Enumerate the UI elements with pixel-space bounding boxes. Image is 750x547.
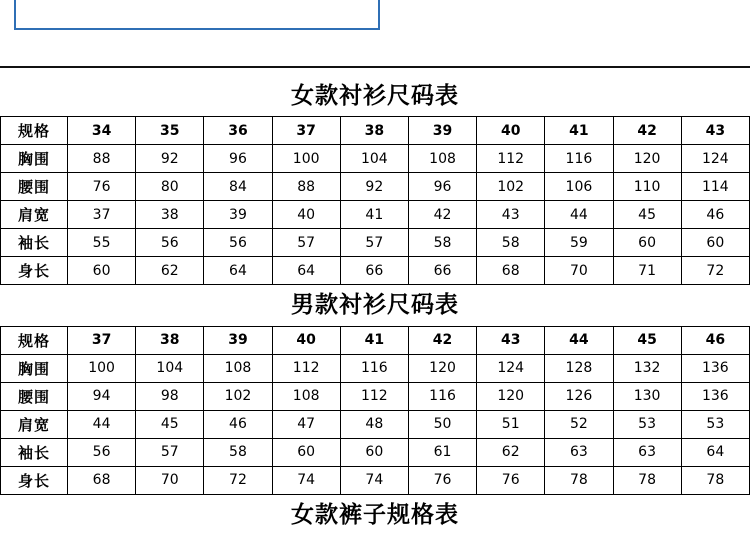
table-cell: 41 xyxy=(545,117,613,145)
row-label: 胸围 xyxy=(1,145,68,173)
row-label: 肩宽 xyxy=(1,410,68,438)
table-cell: 52 xyxy=(545,410,613,438)
table-cell: 58 xyxy=(477,229,545,257)
table-cell: 100 xyxy=(272,145,340,173)
table-cell: 72 xyxy=(204,466,272,494)
table-cell: 58 xyxy=(204,438,272,466)
table-row xyxy=(1,145,750,173)
table-cell: 44 xyxy=(545,326,613,354)
table-cell: 120 xyxy=(408,354,476,382)
table-cell: 37 xyxy=(272,117,340,145)
table-cell: 64 xyxy=(204,257,272,285)
row-label: 规格 xyxy=(1,326,68,354)
table-cell: 53 xyxy=(681,410,749,438)
row-label: 身长 xyxy=(1,466,68,494)
mens-shirt-title: 男款衬衫尺码表 xyxy=(291,292,459,319)
table-cell: 42 xyxy=(408,326,476,354)
table-row xyxy=(1,466,750,494)
table-row xyxy=(1,257,750,285)
table-cell: 96 xyxy=(408,173,476,201)
table-cell: 57 xyxy=(340,229,408,257)
table-cell: 128 xyxy=(545,354,613,382)
table-cell: 64 xyxy=(272,257,340,285)
table-row xyxy=(1,229,750,257)
table-cell: 136 xyxy=(681,382,749,410)
table-row xyxy=(1,354,750,382)
table-cell: 56 xyxy=(68,438,136,466)
table-cell: 38 xyxy=(136,201,204,229)
row-label: 规格 xyxy=(1,117,68,145)
table-cell: 34 xyxy=(68,117,136,145)
product-photo-band xyxy=(0,0,750,68)
table-cell: 39 xyxy=(204,201,272,229)
table-cell: 112 xyxy=(477,145,545,173)
table-cell: 56 xyxy=(204,229,272,257)
mens-shirt-size-section xyxy=(0,285,750,494)
table-cell: 60 xyxy=(272,438,340,466)
table-cell: 61 xyxy=(408,438,476,466)
table-cell: 96 xyxy=(204,145,272,173)
table-cell: 120 xyxy=(613,145,681,173)
table-cell: 36 xyxy=(204,117,272,145)
table-cell: 88 xyxy=(272,173,340,201)
table-cell: 66 xyxy=(340,257,408,285)
table-cell: 56 xyxy=(136,229,204,257)
table-cell: 84 xyxy=(204,173,272,201)
table-row xyxy=(1,438,750,466)
table-row xyxy=(1,326,750,354)
table-cell: 45 xyxy=(136,410,204,438)
table-cell: 41 xyxy=(340,326,408,354)
table-cell: 41 xyxy=(340,201,408,229)
womens-shirt-size-table xyxy=(0,116,750,285)
table-cell: 102 xyxy=(477,173,545,201)
table-cell: 63 xyxy=(613,438,681,466)
table-cell: 39 xyxy=(408,117,476,145)
table-cell: 63 xyxy=(545,438,613,466)
table-cell: 78 xyxy=(681,466,749,494)
table-cell: 68 xyxy=(68,466,136,494)
table-cell: 38 xyxy=(136,326,204,354)
table-cell: 64 xyxy=(681,438,749,466)
table-cell: 48 xyxy=(340,410,408,438)
table-cell: 44 xyxy=(545,201,613,229)
table-cell: 40 xyxy=(477,117,545,145)
table-cell: 108 xyxy=(272,382,340,410)
table-cell: 74 xyxy=(272,466,340,494)
table-cell: 114 xyxy=(681,173,749,201)
row-label: 身长 xyxy=(1,257,68,285)
table-cell: 136 xyxy=(681,354,749,382)
table-cell: 124 xyxy=(477,354,545,382)
row-label: 肩宽 xyxy=(1,201,68,229)
table-cell: 42 xyxy=(408,201,476,229)
row-label: 袖长 xyxy=(1,438,68,466)
table-cell: 116 xyxy=(408,382,476,410)
product-photo-frame xyxy=(14,0,380,30)
table-cell: 76 xyxy=(477,466,545,494)
table-cell: 66 xyxy=(408,257,476,285)
table-cell: 43 xyxy=(681,117,749,145)
table-cell: 126 xyxy=(545,382,613,410)
mens-shirt-size-table xyxy=(0,326,750,495)
table-cell: 43 xyxy=(477,326,545,354)
table-cell: 43 xyxy=(477,201,545,229)
table-cell: 42 xyxy=(613,117,681,145)
table-cell: 60 xyxy=(613,229,681,257)
table-cell: 60 xyxy=(681,229,749,257)
table-cell: 132 xyxy=(613,354,681,382)
table-cell: 92 xyxy=(340,173,408,201)
womens-pants-title: 女款裤子规格表 xyxy=(291,501,459,528)
table-cell: 130 xyxy=(613,382,681,410)
table-cell: 88 xyxy=(68,145,136,173)
table-cell: 53 xyxy=(613,410,681,438)
table-row xyxy=(1,201,750,229)
table-cell: 37 xyxy=(68,201,136,229)
table-cell: 108 xyxy=(408,145,476,173)
table-cell: 58 xyxy=(408,229,476,257)
table-cell: 108 xyxy=(204,354,272,382)
table-cell: 76 xyxy=(68,173,136,201)
table-cell: 62 xyxy=(477,438,545,466)
row-label: 腰围 xyxy=(1,382,68,410)
table-cell: 46 xyxy=(681,326,749,354)
table-cell: 102 xyxy=(204,382,272,410)
table-cell: 104 xyxy=(340,145,408,173)
table-cell: 50 xyxy=(408,410,476,438)
table-cell: 100 xyxy=(68,354,136,382)
table-cell: 92 xyxy=(136,145,204,173)
table-cell: 59 xyxy=(545,229,613,257)
table-row xyxy=(1,410,750,438)
table-cell: 47 xyxy=(272,410,340,438)
table-cell: 106 xyxy=(545,173,613,201)
womens-shirt-title: 女款衬衫尺码表 xyxy=(291,83,459,109)
row-label: 胸围 xyxy=(1,354,68,382)
table-cell: 55 xyxy=(68,229,136,257)
table-row xyxy=(1,173,750,201)
table-cell: 71 xyxy=(613,257,681,285)
table-row xyxy=(1,382,750,410)
row-label: 腰围 xyxy=(1,173,68,201)
table-cell: 51 xyxy=(477,410,545,438)
table-cell: 60 xyxy=(68,257,136,285)
table-cell: 62 xyxy=(136,257,204,285)
table-cell: 78 xyxy=(545,466,613,494)
table-cell: 70 xyxy=(545,257,613,285)
table-cell: 72 xyxy=(681,257,749,285)
table-cell: 46 xyxy=(204,410,272,438)
section-divider xyxy=(0,66,750,68)
table-cell: 94 xyxy=(68,382,136,410)
table-cell: 35 xyxy=(136,117,204,145)
table-cell: 116 xyxy=(340,354,408,382)
table-cell: 60 xyxy=(340,438,408,466)
table-cell: 104 xyxy=(136,354,204,382)
table-cell: 70 xyxy=(136,466,204,494)
table-cell: 39 xyxy=(204,326,272,354)
table-cell: 110 xyxy=(613,173,681,201)
table-cell: 46 xyxy=(681,201,749,229)
table-cell: 57 xyxy=(272,229,340,257)
table-cell: 38 xyxy=(340,117,408,145)
table-cell: 45 xyxy=(613,326,681,354)
table-cell: 112 xyxy=(340,382,408,410)
row-label: 袖长 xyxy=(1,229,68,257)
table-cell: 57 xyxy=(136,438,204,466)
table-cell: 44 xyxy=(68,410,136,438)
table-cell: 98 xyxy=(136,382,204,410)
table-cell: 116 xyxy=(545,145,613,173)
table-cell: 112 xyxy=(272,354,340,382)
table-row xyxy=(1,117,750,145)
table-cell: 80 xyxy=(136,173,204,201)
table-cell: 40 xyxy=(272,326,340,354)
table-cell: 37 xyxy=(68,326,136,354)
table-cell: 124 xyxy=(681,145,749,173)
table-cell: 120 xyxy=(477,382,545,410)
table-cell: 78 xyxy=(613,466,681,494)
table-cell: 68 xyxy=(477,257,545,285)
table-cell: 40 xyxy=(272,201,340,229)
table-cell: 74 xyxy=(340,466,408,494)
womens-shirt-size-section xyxy=(0,68,750,285)
table-cell: 45 xyxy=(613,201,681,229)
table-cell: 76 xyxy=(408,466,476,494)
